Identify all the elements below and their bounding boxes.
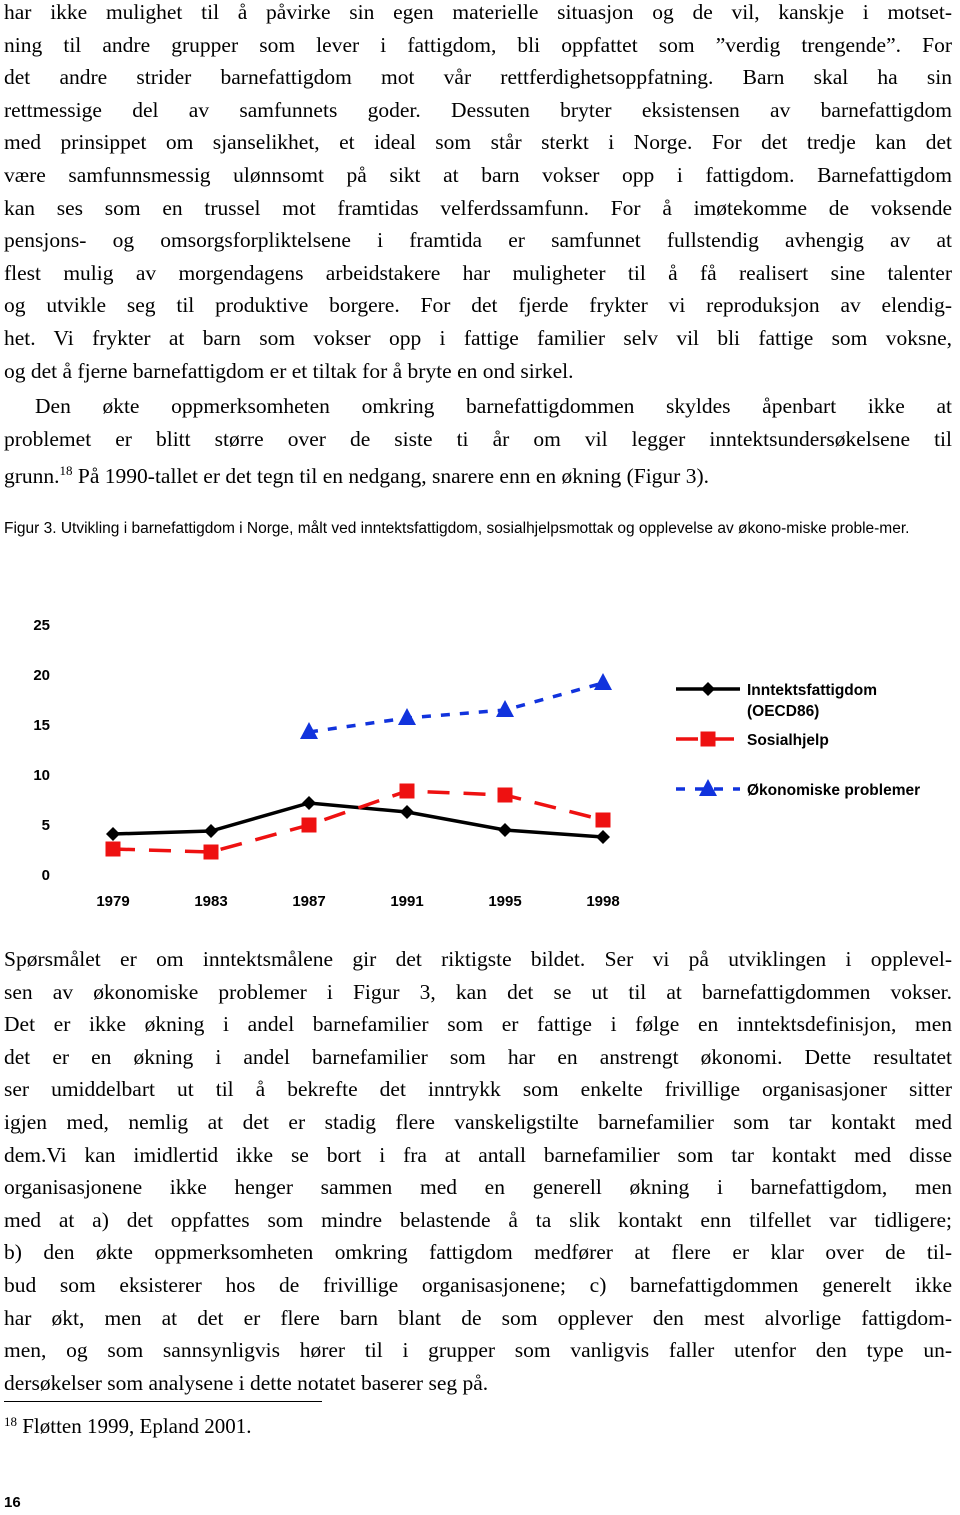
legend-label: Sosialhjelp bbox=[747, 732, 829, 749]
body-text-bottom bbox=[4, 943, 952, 1399]
paragraph-line: det er en økning i andel barnefamilier som har en anstrengt økonomi. Dette resultatet bbox=[4, 1044, 952, 1069]
y-tick-label: 5 bbox=[41, 817, 50, 834]
paragraph-line: kan ses som en trussel mot framtidas velferdssamfunn. For å imøtekomme de voksende bbox=[4, 195, 952, 220]
paragraph-line: organisasjonene ikke henger sammen med en generell økning i barnefattigdom, men bbox=[4, 1175, 952, 1200]
data-point bbox=[106, 827, 120, 841]
paragraph-line: og utvikle seg til produktive borgere. For det fjerde frykter vi reproduksjon av elendig- bbox=[4, 293, 952, 318]
body-text-top bbox=[4, 0, 952, 387]
paragraph-line: har økt, men at det er flere barn blant de som opplever den mest alvorlige fattigdom- bbox=[4, 1305, 952, 1330]
paragraph-line: med prinsippet om sjanselikhet, et ideal som står sterkt i Norge. For det tredje kan det bbox=[4, 130, 952, 155]
data-point bbox=[496, 700, 514, 717]
data-point bbox=[106, 842, 121, 857]
data-point bbox=[398, 708, 416, 725]
y-tick-label: 10 bbox=[33, 767, 50, 784]
line-chart bbox=[0, 600, 960, 925]
paragraph-line: dem.Vi kan imidlertid ikke se bort i fra at antall barnefamilier som tar kontakt med disse bbox=[4, 1142, 952, 1167]
footnote bbox=[4, 1414, 252, 1439]
paragraph-line: sen av økonomiske problemer i Figur 3, kan det se ut til at barnefattigdommen vokser. bbox=[4, 979, 952, 1004]
x-tick-label: 1983 bbox=[194, 893, 228, 910]
paragraph-line: b) den økte oppmerksomheten omkring fattigdom medfører at flere er klar over de til- bbox=[4, 1240, 952, 1265]
x-tick-label: 1998 bbox=[586, 893, 620, 910]
data-point bbox=[204, 824, 218, 838]
series-line bbox=[113, 791, 603, 852]
paragraph-line: Den økte oppmerksomheten omkring barnefattigdommen skyldes åpenbart ikke at bbox=[35, 394, 952, 418]
paragraph-line: Spørsmålet er om inntektsmålene gir det riktigste bildet. Ser vi på utviklingen i opplevel- bbox=[4, 947, 952, 971]
legend-marker bbox=[701, 732, 716, 747]
data-point bbox=[400, 805, 414, 819]
y-tick-label: 25 bbox=[33, 617, 50, 634]
x-tick-label: 1987 bbox=[292, 893, 326, 910]
paragraph-line: og det å fjerne barnefattigdom er et tiltak for å bryte en ond sirkel. bbox=[4, 358, 574, 383]
paragraph-line: flest mulig av morgendagens arbeidstakere har muligheter til å få realisert sine talenter bbox=[4, 260, 952, 285]
paragraph-line: være samfunnsmessig ulønnsomt på sikt at barn vokser opp i fattigdom. Barnefattigdom bbox=[4, 162, 952, 187]
paragraph-line: igjen med, nemlig at det er stadig flere vanskeligstilte barnefamilier som tar kontakt med bbox=[4, 1109, 952, 1134]
legend-label: (OECD86) bbox=[747, 703, 820, 720]
text-fragment: På 1990-tallet er det tegn til en nedgang, snarere enn en økning (Figur 3). bbox=[72, 464, 710, 489]
body-text-second bbox=[4, 390, 952, 493]
page-number: 16 bbox=[4, 1494, 21, 1511]
paragraph-line: ser umiddelbart ut til å bekrefte det inntrykk som enkelte frivillige organisasjoner sitter bbox=[4, 1077, 952, 1102]
legend-label: Inntektsfattigdom bbox=[747, 682, 878, 699]
y-tick-label: 20 bbox=[33, 667, 50, 684]
paragraph-line: har ikke mulighet til å påvirke sin egen materielle situasjon og de vil, kanskje i motset- bbox=[4, 0, 952, 24]
paragraph-line: bud som eksisterer hos de frivillige organisasjonene; c) barnefattigdommen generelt ikke bbox=[4, 1272, 952, 1297]
footnote-text: Fløtten 1999, Epland 2001. bbox=[17, 1414, 252, 1438]
paragraph-line: med at a) det oppfattes som mindre belastende å ta slik kontakt enn tilfellet var tidligere; bbox=[4, 1207, 952, 1232]
y-tick-label: 15 bbox=[33, 717, 50, 734]
data-point bbox=[204, 845, 219, 860]
paragraph-line: ning til andre grupper som lever i fattigdom, bli oppfattet som ”verdig trengende”. For bbox=[4, 32, 952, 57]
series-line bbox=[113, 803, 603, 837]
y-tick-label: 0 bbox=[41, 867, 50, 884]
data-point bbox=[400, 784, 415, 799]
data-point bbox=[596, 813, 611, 828]
paragraph-line: pensjons- og omsorgsforpliktelsene i framtida er samfunnet fullstendig avhengig av at bbox=[4, 228, 952, 253]
footnote-reference: 18 bbox=[59, 463, 73, 479]
paragraph-line: rettmessige del av samfunnets goder. Dessuten bryter eksistensen av barnefattigdom bbox=[4, 97, 952, 122]
paragraph-line: dersøkelser som analysene i dette notatet baserer seg på. bbox=[4, 1370, 489, 1395]
text-fragment: grunn. bbox=[4, 464, 60, 489]
data-point bbox=[596, 830, 610, 844]
series-line bbox=[309, 683, 603, 732]
data-point bbox=[594, 673, 612, 690]
figure-caption: Figur 3. Utvikling i barnefattigdom i Norge, målt ved inntektsfattigdom, sosialhjelpsmottak og opplevelse av økono-miske proble-mer. bbox=[4, 520, 910, 537]
data-point bbox=[498, 823, 512, 837]
paragraph-line bbox=[4, 455, 952, 493]
paragraph-line: het. Vi frykter at barn som vokser opp i fattige familier selv vil bli fattige som voksne, bbox=[4, 325, 952, 350]
data-point bbox=[302, 796, 316, 810]
paragraph-line: men, og som sannsynligvis hører til i grupper som vanligvis faller utenfor den type un- bbox=[4, 1338, 952, 1363]
x-tick-label: 1991 bbox=[390, 893, 424, 910]
footnote-number: 18 bbox=[4, 1414, 17, 1429]
data-point bbox=[498, 788, 513, 803]
paragraph-line: det andre strider barnefattigdom mot vår rettferdighetsoppfatning. Barn skal ha sin bbox=[4, 65, 952, 90]
x-tick-label: 1979 bbox=[96, 893, 130, 910]
legend-label: Økonomiske problemer bbox=[747, 782, 921, 799]
x-tick-label: 1995 bbox=[488, 893, 522, 910]
data-point bbox=[302, 818, 317, 833]
legend-marker bbox=[701, 682, 715, 696]
footnote-divider bbox=[4, 1401, 322, 1402]
paragraph-line: Det er ikke økning i andel barnefamilier som er fattige i følge en inntektsdefinisjon, men bbox=[4, 1012, 952, 1037]
paragraph-line: problemet er blitt større over de siste ti år om vil legger inntektsundersøkelsene til bbox=[4, 426, 952, 451]
